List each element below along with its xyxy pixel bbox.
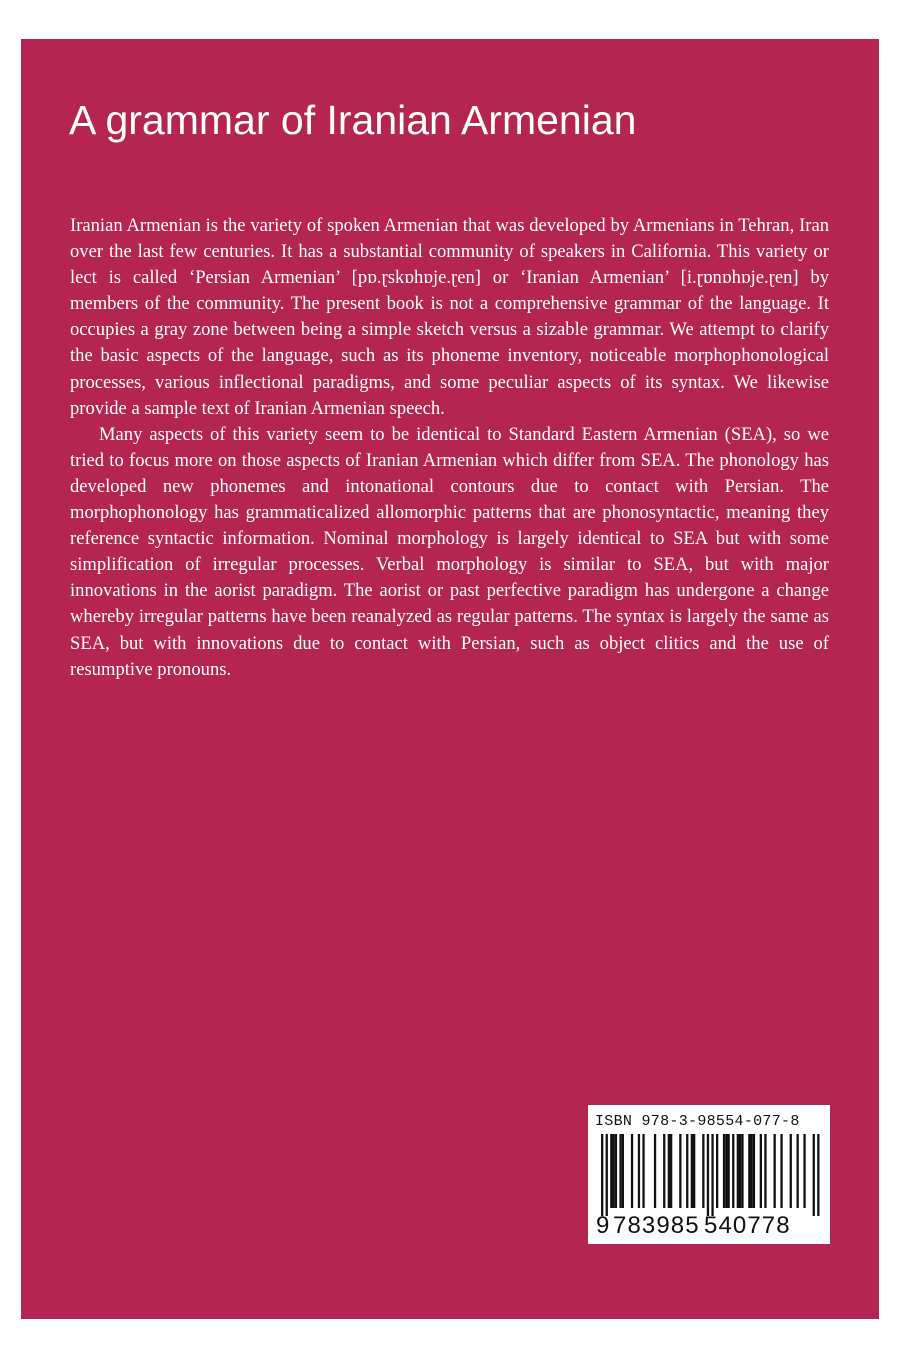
barcode-bar xyxy=(638,1134,640,1208)
barcode-bar xyxy=(725,1134,727,1208)
barcode-guard-bar xyxy=(707,1134,709,1216)
barcode-bar xyxy=(679,1134,681,1208)
blurb-paragraph-1: Iranian Armenian is the variety of spoken Armenian that was developed by Armenians in Tehran, Iran over the last few centuries. It has a substantial community of speakers in California. This variety or lect is called ‘Persian Armenian’ [pɒ.ɽskɒhɒje.ɽen] or ‘Iranian Armenian’ [i.ɽɒnɒhɒje.ɽen] by members of the community. The present book is not a comprehensive grammar of the language. It occupies a gray zone between being a simple sketch versus a sizable grammar. We attempt to clarify the basic aspects of the language, such as its phoneme inventory, noticeable morphophonological processes, various inflectional paradigms, and some peculiar aspects of its syntax. We likewise provide a sample text of Iranian Armenian speech. xyxy=(70,215,829,419)
barcode-bar xyxy=(797,1134,799,1208)
barcode-bar xyxy=(691,1134,693,1208)
barcode-bar xyxy=(732,1134,734,1208)
barcode-bar xyxy=(753,1134,755,1208)
barcode-bar xyxy=(686,1134,688,1208)
barcode-guard-bar xyxy=(817,1134,819,1216)
barcode-bar xyxy=(615,1134,617,1208)
barcode-bar xyxy=(723,1134,725,1208)
barcode-bar xyxy=(631,1134,633,1208)
barcode-lead-digit: 9 xyxy=(596,1212,610,1239)
barcode-bars xyxy=(597,1134,821,1216)
barcode-bar xyxy=(663,1134,665,1208)
barcode-bar xyxy=(668,1134,670,1208)
barcode-bar xyxy=(610,1134,612,1208)
barcode-bar xyxy=(642,1134,644,1208)
barcode-bar xyxy=(702,1134,704,1208)
isbn-barcode xyxy=(588,1105,830,1244)
barcode-bar xyxy=(751,1134,753,1208)
back-cover xyxy=(21,39,879,1319)
barcode-guard-bar xyxy=(711,1134,713,1216)
barcode-guard-bar xyxy=(601,1134,603,1216)
barcode-right-group: 540778 xyxy=(704,1212,791,1239)
barcode-bar xyxy=(780,1134,782,1208)
barcode-bar xyxy=(728,1134,730,1208)
barcode-bar xyxy=(622,1134,624,1208)
barcode-bar xyxy=(748,1134,750,1208)
barcode-bar xyxy=(619,1134,621,1208)
barcode-bar xyxy=(613,1134,615,1208)
barcode-bar xyxy=(654,1134,656,1208)
barcode-bar xyxy=(693,1134,695,1208)
barcode-bar xyxy=(716,1134,718,1208)
barcode-bar xyxy=(774,1134,776,1208)
blurb-paragraph-2: Many aspects of this variety seem to be identical to Standard Eastern Armenian (SEA), so we tried to focus more on those aspects of Iranian Armenian which differ from SEA. The phonology has developed new phonemes and intonational contours due to contact with Persian. The morphophonology has grammaticalized allomorphic patterns that are phonosyntactic, meaning they reference syntactic information. Nominal morphology is largely identical to SEA but with some simplification of irregular processes. Verbal morphology is similar to SEA, but with major innovations in the aorist paradigm. The aorist or past perfective paradigm has undergone a change whereby irregular patterns have been reanalyzed as regular patterns. The syntax is largely the same as SEA, but with innovations due to contact with Persian, such as object clitics and the use of resumptive pronouns. xyxy=(70,423,829,680)
barcode-bar xyxy=(790,1134,792,1208)
isbn-label: ISBN 978-3-98554-077-8 xyxy=(595,1113,800,1130)
barcode-bar xyxy=(737,1134,739,1208)
barcode-bar xyxy=(741,1134,743,1208)
barcode-bar xyxy=(803,1134,805,1208)
barcode-bar xyxy=(739,1134,741,1208)
book-title: A grammar of Iranian Armenian xyxy=(69,97,637,143)
barcode-bar xyxy=(670,1134,672,1208)
barcode-bar xyxy=(760,1134,762,1208)
barcode-bar xyxy=(764,1134,766,1208)
barcode-guard-bar xyxy=(606,1134,608,1216)
barcode-guard-bar xyxy=(813,1134,815,1216)
barcode-left-group: 783985 xyxy=(613,1212,700,1239)
blurb-text xyxy=(70,213,829,683)
